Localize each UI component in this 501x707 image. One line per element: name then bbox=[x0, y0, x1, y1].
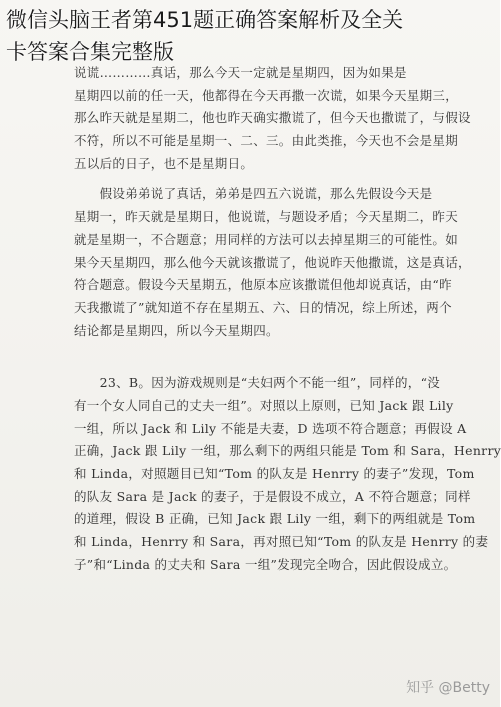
text-line: 的道理，假设 B 正确，已知 Jack 跟 Lily 一组，剩下的两组就是 Tom bbox=[74, 511, 476, 527]
watermark: 知乎 @Betty bbox=[406, 680, 490, 696]
spacer bbox=[74, 342, 440, 372]
text-line: 结论都是星期四，所以今天星期四。 bbox=[74, 322, 279, 338]
text-line: 符合题意。假设今天星期五，他原本应该撒谎但他却说真话，由“昨 bbox=[74, 277, 452, 293]
text-line: 有一个女人同自己的丈夫一组”。对照以上原则，已知 Jack 跟 Lily bbox=[74, 397, 454, 413]
text-line: 正确，Jack 跟 Lily 一组，那么剩下的两组只能是 Tom 和 Sara，Henrry bbox=[74, 443, 501, 459]
text-line: 天我撒谎了”就知道不存在星期五、六、日的情况，综上所述，两个 bbox=[74, 299, 452, 315]
text-line: 不符，所以不可能是星期一、二、三。由此类推，今天也不会是星期 bbox=[74, 133, 459, 149]
text-line: 星期四以前的任一天，他都得在今天再撒一次谎，如果今天星期三， bbox=[74, 87, 459, 103]
paragraph-2 bbox=[74, 183, 471, 342]
text-line: 的队友 Sara 是 Jack 的妻子，于是假设不成立，A 不符合题意；同样 bbox=[74, 488, 471, 504]
text-line: 就是星期一，不合题意；用同样的方法可以去掉星期三的可能性。如 bbox=[74, 231, 459, 247]
text-line: 和 Linda，对照题目已知“Tom 的队友是 Henrry 的妻子”发现，Tom bbox=[74, 466, 475, 481]
document-body bbox=[74, 62, 501, 576]
spacer bbox=[74, 175, 440, 183]
paragraph-3 bbox=[74, 372, 501, 576]
title-line-2: 卡答案合集完整版 bbox=[6, 40, 174, 64]
paragraph-1 bbox=[74, 62, 471, 175]
text-line: 23、B。因为游戏规则是“夫妇两个不能一组”，同样的，“没 bbox=[74, 375, 441, 391]
text-line: 星期一，昨天就是星期日，他说谎，与题设矛盾；今天星期二，昨天 bbox=[74, 209, 459, 225]
text-line: 和 Linda，Henrry 和 Sara，再对照已知“Tom 的队友是 Henrry 的妻 bbox=[74, 534, 489, 550]
text-line: 说谎…………真话，那么今天一定就是星期四，因为如果是 bbox=[74, 65, 407, 80]
text-line: 那么昨天就是星期二，他也昨天确实撒谎了，但今天也撒谎了，与假设 bbox=[74, 110, 471, 126]
title-line-1: 微信头脑王者第451题正确答案解析及全关 bbox=[6, 8, 404, 32]
text-line: 一组，所以 Jack 和 Lily 不能是夫妻，D 选项不符合题意；再假设 A bbox=[74, 420, 467, 436]
overlay-title bbox=[0, 0, 500, 68]
text-line: 假设弟弟说了真话，弟弟是四五六说谎，那么先假设今天是 bbox=[74, 186, 433, 202]
text-line: 子”和“Linda 的丈夫和 Sara 一组”发现完全吻合，因此假设成立。 bbox=[74, 556, 457, 572]
text-line: 果今天星期四，那么他今天就该撒谎了，他说昨天他撒谎，这是真话， bbox=[74, 254, 471, 270]
text-line: 五以后的日子，也不是星期日。 bbox=[74, 155, 254, 171]
